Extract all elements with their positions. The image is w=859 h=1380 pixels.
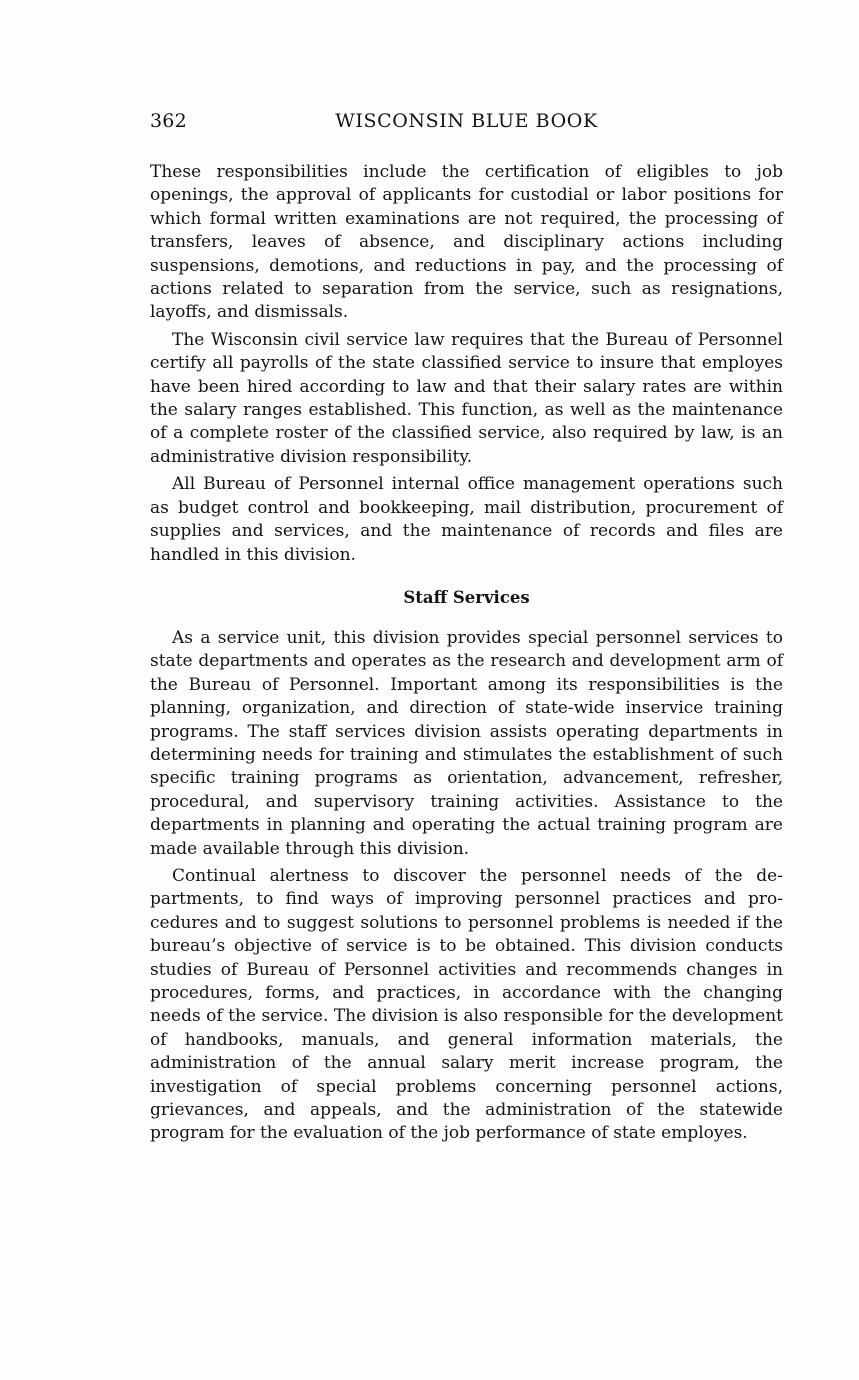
paragraph-continual-alertness: Continual alertness to discover the personnel needs of the departments, to find ways of improving personnel practices and procedures and to suggest solutions to personnel problems is needed if the bureau’s objective of service is to be obtained. This division conducts studies of Bureau of Personnel activities and recommends changes in procedures, forms, and practices, in accordance with the changing needs of the service. The division is also responsible for the development of handbooks, manuals, and general information materials, the administration of the annual salary merit increase program, the investigation of special problems concerning personnel actions, grievances, and appeals, and the administration of the statewide program for the evaluation of the job performance of state employes. bbox=[150, 865, 783, 1144]
body-text bbox=[150, 161, 783, 1146]
paragraph-payroll-certification: The Wisconsin civil service law requires that the Bureau of Personnel certify all payrolls of the state classified service to insure that employes have been hired according to law and that their salary rates are within the salary ranges established. This function, as well as the maintenance of a complete roster of the classified service, also required by law, is an administrative division responsibility. bbox=[150, 329, 783, 467]
running-head bbox=[150, 110, 783, 140]
book-page bbox=[150, 110, 783, 1146]
page-number: 362 bbox=[150, 110, 187, 132]
paragraph-office-management: All Bureau of Personnel internal office management operations such as budget control and bookkeeping, mail distribution, procurement of supplies and services, and the maintenance of records and files are handled in this division. bbox=[150, 474, 783, 565]
paragraph-certification: These responsibilities include the certification of eligibles to job openings, the approval of applicants for custodial or labor positions for which formal written examinations are not required, the processing of transfers, leaves of absence, and disciplinary actions including suspensions, demotions, and reductions in pay, and the processing of actions related to separation from the service, such as resignations, layoffs, and dismissals. bbox=[150, 162, 783, 323]
paragraph-service-unit: As a service unit, this division provides special personnel services to state departments and operates as the research and development arm of the Bureau of Personnel. Important among its responsibilities is the planning, organization, and direction of state-wide inservice training programs. The staff services division assists operating departments in determining needs for training and stimulates the establishment of such specific training programs as orientation, advancement, refresher, procedural, and supervisory training activities. Assistance to the departments in planning and operating the actual training program are made available through this division. bbox=[150, 627, 783, 859]
section-heading-staff-services: Staff Services bbox=[403, 587, 530, 607]
running-title: WISCONSIN BLUE BOOK bbox=[335, 110, 598, 132]
